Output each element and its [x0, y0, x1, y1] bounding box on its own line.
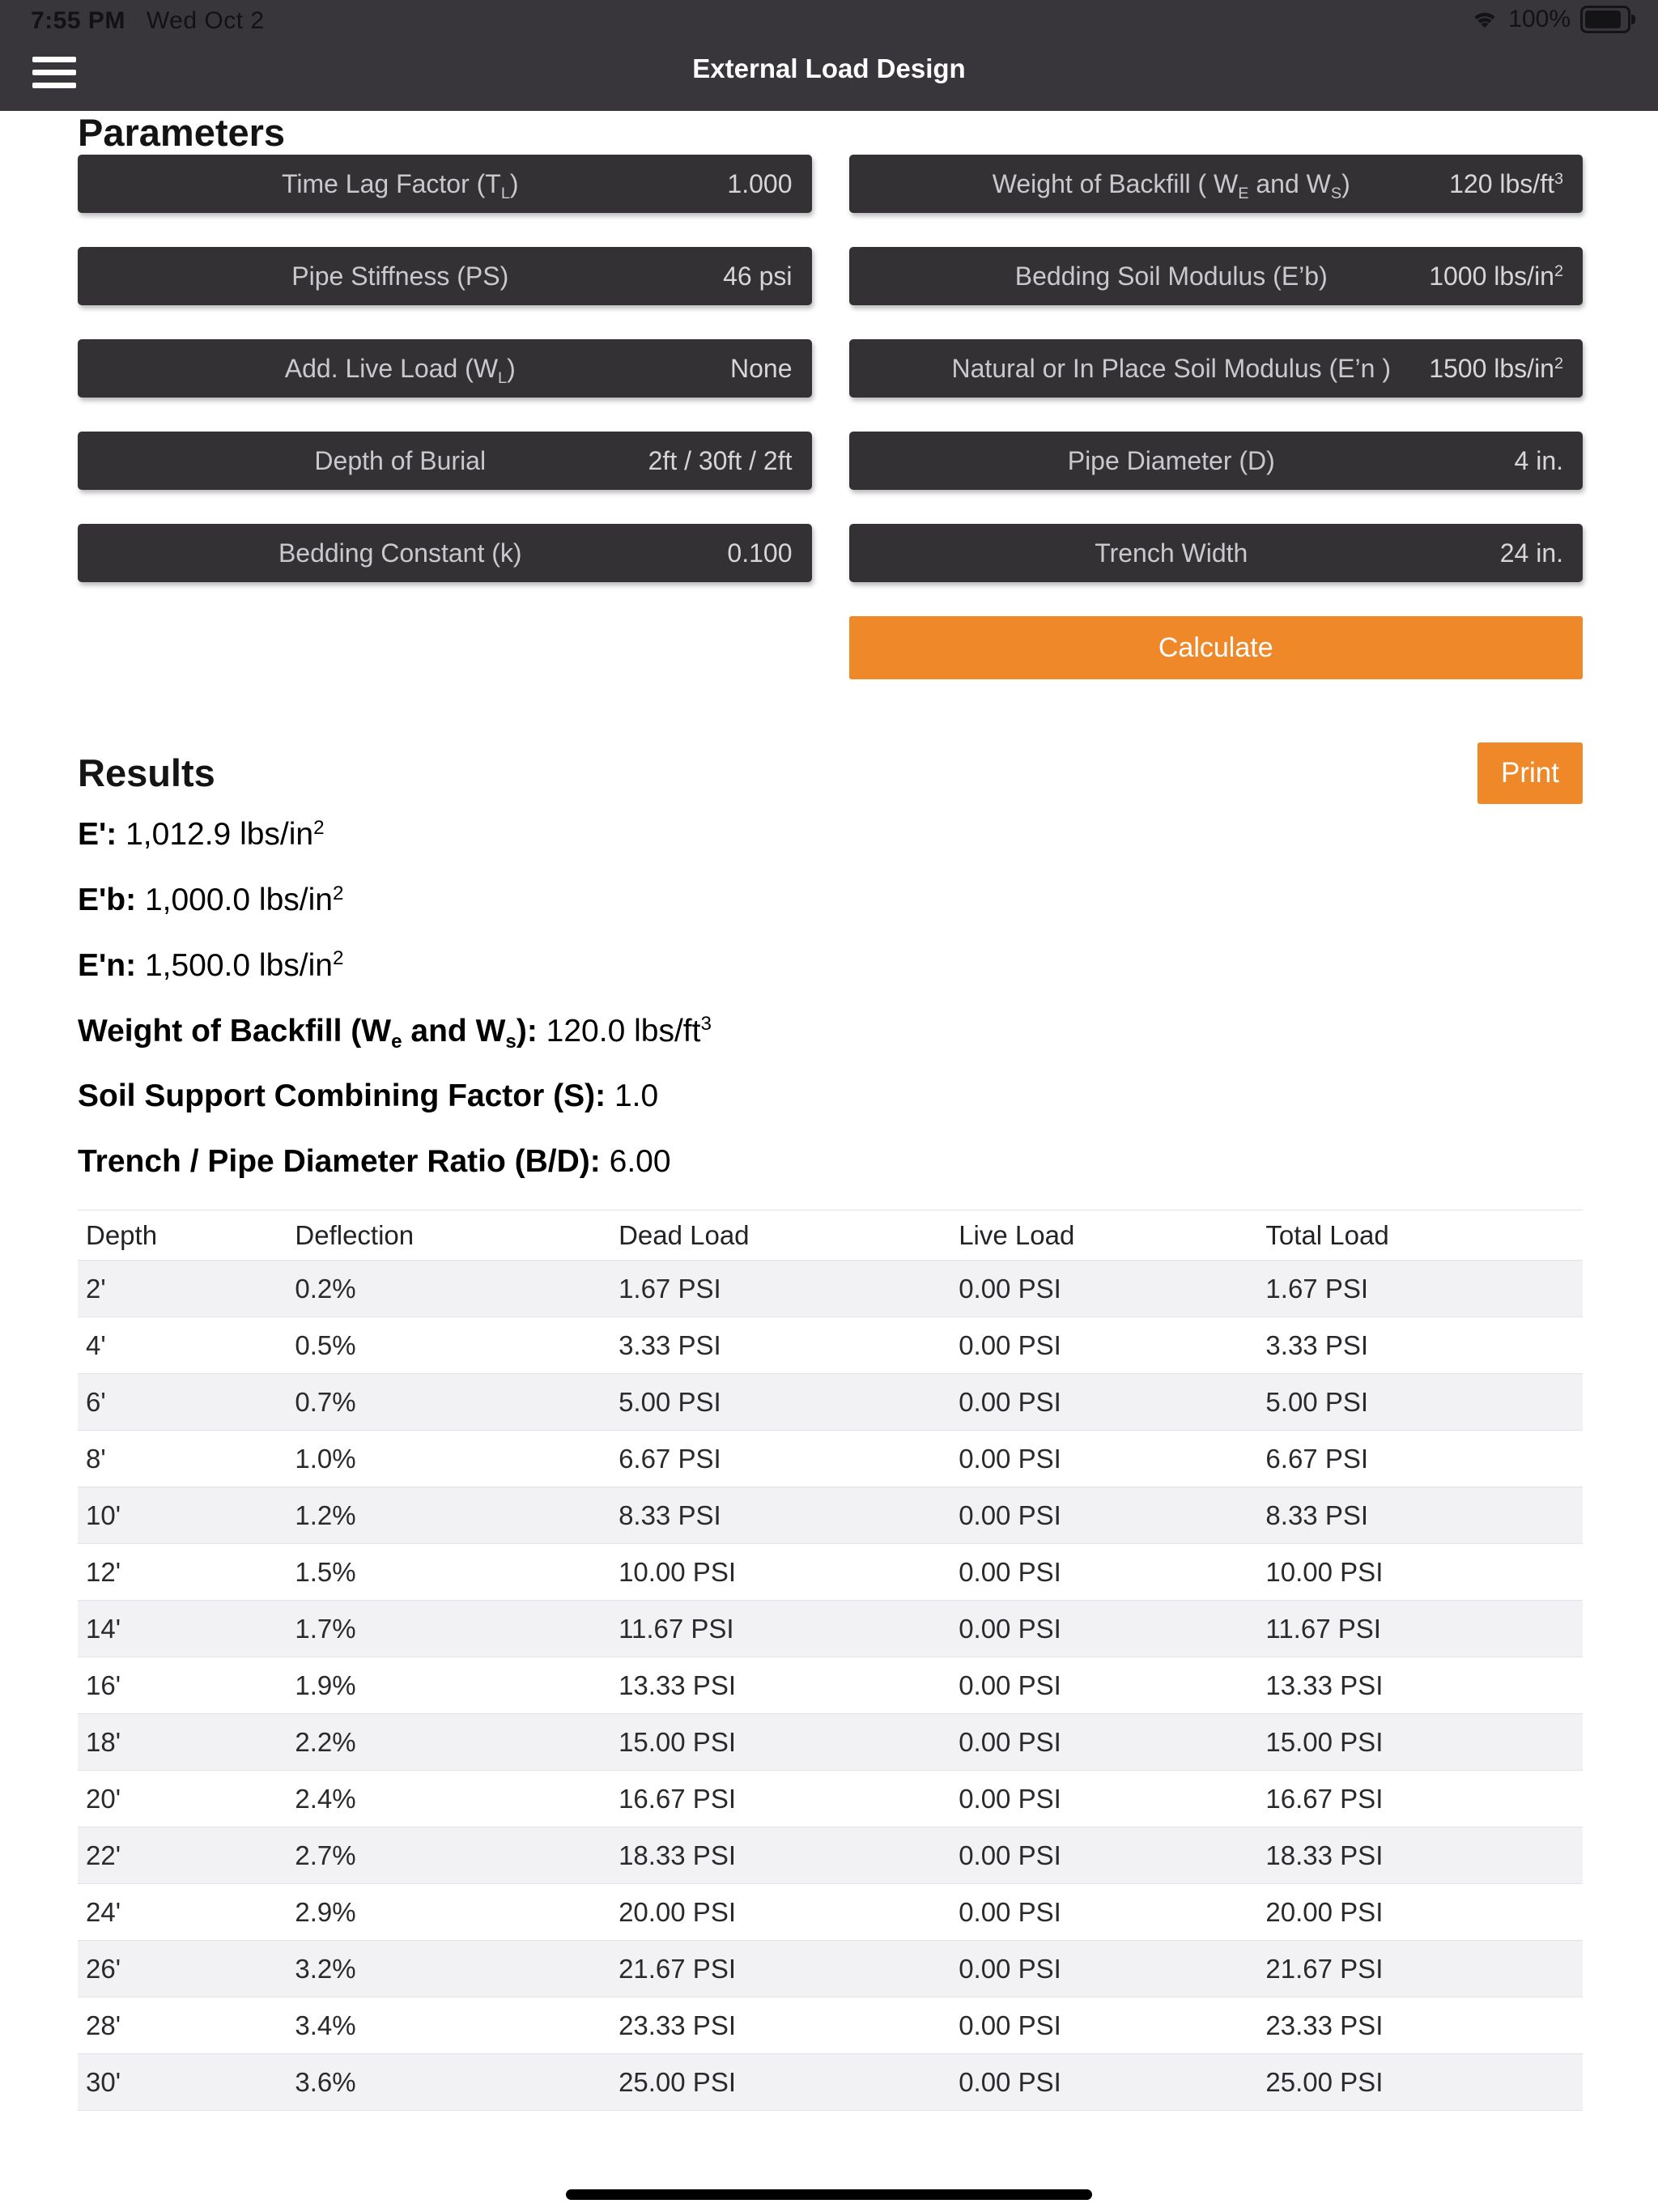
param-label: Pipe Diameter (D)	[1067, 446, 1275, 476]
table-row	[78, 1657, 1583, 1714]
table-cell: 5.00 PSI	[610, 1374, 950, 1431]
table-cell: 10.00 PSI	[1257, 1544, 1583, 1601]
battery-percent: 100%	[1508, 6, 1571, 32]
table-cell: 1.9%	[287, 1657, 610, 1714]
table-cell: 1.2%	[287, 1487, 610, 1544]
table-cell: 6'	[78, 1374, 287, 1431]
param-label: Depth of Burial	[314, 446, 487, 476]
param-bar-right-4[interactable]	[849, 524, 1584, 582]
table-cell: 10'	[78, 1487, 287, 1544]
table-cell: 0.00 PSI	[950, 1487, 1257, 1544]
table-cell: 0.00 PSI	[950, 1601, 1257, 1657]
result-line-1: E'b: 1,000.0 lbs/$in^2$	[78, 882, 344, 917]
table-cell: 4'	[78, 1317, 287, 1374]
table-row	[78, 1431, 1583, 1487]
param-bar-left-3[interactable]	[78, 432, 812, 490]
table-header-row	[78, 1210, 1583, 1261]
table-cell: 13.33 PSI	[610, 1657, 950, 1714]
param-bar-left-2[interactable]	[78, 339, 812, 398]
table-cell: 6.67 PSI	[610, 1431, 950, 1487]
result-line-3: Weight of Backfill ($W_e$ and $W_s$): 120.0 lbs/$ft^3$	[78, 1013, 712, 1053]
table-cell: 0.00 PSI	[950, 1827, 1257, 1884]
table-cell: 0.00 PSI	[950, 1997, 1257, 2054]
table-row	[78, 1997, 1583, 2054]
table-row	[78, 1487, 1583, 1544]
table-cell: 3.2%	[287, 1941, 610, 1997]
table-cell: 0.00 PSI	[950, 1771, 1257, 1827]
page-title: External Load Design	[692, 53, 966, 83]
param-bar-left-4[interactable]	[78, 524, 812, 582]
table-row	[78, 1827, 1583, 1884]
table-row	[78, 1374, 1583, 1431]
param-label: Weight of Backfill ( $W_E$ and $W_S$)	[992, 169, 1350, 202]
table-row	[78, 1771, 1583, 1827]
table-cell: 20.00 PSI	[610, 1884, 950, 1941]
table-cell: 26'	[78, 1941, 287, 1997]
table-row	[78, 1941, 1583, 1997]
table-cell: 22'	[78, 1827, 287, 1884]
table-row	[78, 1261, 1583, 1317]
table-row	[78, 2054, 1583, 2111]
table-cell: 1.67 PSI	[610, 1261, 950, 1317]
results-heading: Results	[78, 751, 215, 795]
param-value: 24 in.	[1499, 538, 1563, 568]
table-cell: 0.00 PSI	[950, 1657, 1257, 1714]
app-header	[0, 0, 1658, 111]
table-cell: 18.33 PSI	[610, 1827, 950, 1884]
table-cell: 5.00 PSI	[1257, 1374, 1583, 1431]
table-cell: 1.67 PSI	[1257, 1261, 1583, 1317]
table-cell: 16.67 PSI	[1257, 1771, 1583, 1827]
table-cell: 18'	[78, 1714, 287, 1771]
param-value: 1500 lbs/$in^2$	[1429, 354, 1563, 384]
table-cell: 21.67 PSI	[610, 1941, 950, 1997]
param-value: 2ft / 30ft / 2ft	[648, 446, 793, 476]
table-column-header: Deflection	[287, 1210, 610, 1261]
print-button[interactable]: Print	[1477, 742, 1583, 804]
table-cell: 3.6%	[287, 2054, 610, 2111]
table-cell: 11.67 PSI	[610, 1601, 950, 1657]
table-cell: 30'	[78, 2054, 287, 2111]
table-cell: 28'	[78, 1997, 287, 2054]
table-cell: 2.9%	[287, 1884, 610, 1941]
table-cell: 0.00 PSI	[950, 1431, 1257, 1487]
table-cell: 16'	[78, 1657, 287, 1714]
wifi-icon	[1471, 9, 1499, 30]
param-label: Natural or In Place Soil Modulus (E’n )	[951, 354, 1391, 384]
param-value: 1000 lbs/$in^2$	[1429, 262, 1563, 291]
table-cell: 0.2%	[287, 1261, 610, 1317]
table-column-header: Total Load	[1257, 1210, 1583, 1261]
table-cell: 0.00 PSI	[950, 2054, 1257, 2111]
status-time: 7:55 PM	[31, 7, 125, 34]
table-cell: 15.00 PSI	[610, 1714, 950, 1771]
table-cell: 2.7%	[287, 1827, 610, 1884]
table-row	[78, 1601, 1583, 1657]
param-label: Add. Live Load $(W_L)$	[284, 354, 516, 387]
table-cell: 13.33 PSI	[1257, 1657, 1583, 1714]
status-time-date	[31, 7, 265, 35]
home-indicator[interactable]	[566, 2189, 1092, 2200]
navigation-bar	[0, 39, 1658, 111]
param-label: Time Lag Factor $(T_L)$	[281, 169, 519, 202]
result-line-0: E': 1,012.9 lbs/$in^2$	[78, 816, 325, 853]
table-cell: 8'	[78, 1431, 287, 1487]
table-cell: 0.00 PSI	[950, 1374, 1257, 1431]
table-column-header: Live Load	[950, 1210, 1257, 1261]
param-label: Bedding Soil Modulus (E’b)	[1014, 262, 1328, 291]
table-cell: 16.67 PSI	[610, 1771, 950, 1827]
table-cell: 1.7%	[287, 1601, 610, 1657]
param-bar-right-1[interactable]	[849, 247, 1584, 305]
table-row	[78, 1317, 1583, 1374]
results-summary	[78, 817, 1583, 1180]
table-cell: 0.00 PSI	[950, 1714, 1257, 1771]
table-cell: 2.4%	[287, 1771, 610, 1827]
status-bar	[0, 0, 1658, 39]
table-row	[78, 1544, 1583, 1601]
table-cell: 8.33 PSI	[610, 1487, 950, 1544]
table-cell: 23.33 PSI	[610, 1997, 950, 2054]
result-line-2: E'n: 1,500.0 lbs/$in^2$	[78, 947, 344, 983]
table-cell: 2'	[78, 1261, 287, 1317]
status-date: Wed Oct 2	[146, 7, 265, 34]
param-bar-right-2[interactable]	[849, 339, 1584, 398]
table-cell: 23.33 PSI	[1257, 1997, 1583, 2054]
table-cell: 25.00 PSI	[1257, 2054, 1583, 2111]
table-cell: 20'	[78, 1771, 287, 1827]
table-cell: 20.00 PSI	[1257, 1884, 1583, 1941]
param-value: None	[730, 354, 793, 384]
table-cell: 8.33 PSI	[1257, 1487, 1583, 1544]
load-results-table	[78, 1210, 1583, 2111]
param-bar-right-0[interactable]	[849, 155, 1584, 213]
table-cell: 3.33 PSI	[610, 1317, 950, 1374]
table-cell: 0.00 PSI	[950, 1941, 1257, 1997]
param-label: Bedding Constant (k)	[278, 538, 522, 568]
table-row	[78, 1714, 1583, 1771]
param-bar-left-1[interactable]	[78, 247, 812, 305]
table-cell: 6.67 PSI	[1257, 1431, 1583, 1487]
table-cell: 0.00 PSI	[950, 1884, 1257, 1941]
param-value: 4 in.	[1514, 446, 1563, 476]
table-cell: 3.33 PSI	[1257, 1317, 1583, 1374]
table-cell: 1.5%	[287, 1544, 610, 1601]
table-cell: 0.00 PSI	[950, 1544, 1257, 1601]
param-bar-left-0[interactable]	[78, 155, 812, 213]
table-cell: 2.2%	[287, 1714, 610, 1771]
result-line-4: Soil Support Combining Factor (S): 1.0	[78, 1078, 659, 1114]
table-cell: 24'	[78, 1884, 287, 1941]
table-cell: 12'	[78, 1544, 287, 1601]
table-cell: 21.67 PSI	[1257, 1941, 1583, 1997]
param-label: Pipe Stiffness (PS)	[291, 262, 509, 291]
table-cell: 0.00 PSI	[950, 1317, 1257, 1374]
calculate-button[interactable]: Calculate	[849, 616, 1584, 679]
param-value: 0.100	[727, 538, 793, 568]
table-cell: 11.67 PSI	[1257, 1601, 1583, 1657]
param-bar-right-3[interactable]	[849, 432, 1584, 490]
table-cell: 3.4%	[287, 1997, 610, 2054]
table-cell: 0.5%	[287, 1317, 610, 1374]
table-cell: 25.00 PSI	[610, 2054, 950, 2111]
table-cell: 14'	[78, 1601, 287, 1657]
param-label: Trench Width	[1095, 538, 1248, 568]
battery-icon	[1580, 6, 1630, 33]
table-column-header: Dead Load	[610, 1210, 950, 1261]
param-value: 1.000	[727, 169, 793, 199]
result-line-5: Trench / Pipe Diameter Ratio (B/D): 6.00	[78, 1144, 671, 1180]
table-column-header: Depth	[78, 1210, 287, 1261]
parameters-heading: Parameters	[78, 111, 286, 154]
table-row	[78, 1884, 1583, 1941]
table-cell: 0.7%	[287, 1374, 610, 1431]
table-cell: 1.0%	[287, 1431, 610, 1487]
param-value: 120 lbs/$ft^3$	[1449, 169, 1563, 199]
table-cell: 15.00 PSI	[1257, 1714, 1583, 1771]
parameters-grid	[78, 155, 1583, 679]
table-cell: 10.00 PSI	[610, 1544, 950, 1601]
table-cell: 18.33 PSI	[1257, 1827, 1583, 1884]
table-cell: 0.00 PSI	[950, 1261, 1257, 1317]
param-value: 46 psi	[723, 262, 793, 291]
